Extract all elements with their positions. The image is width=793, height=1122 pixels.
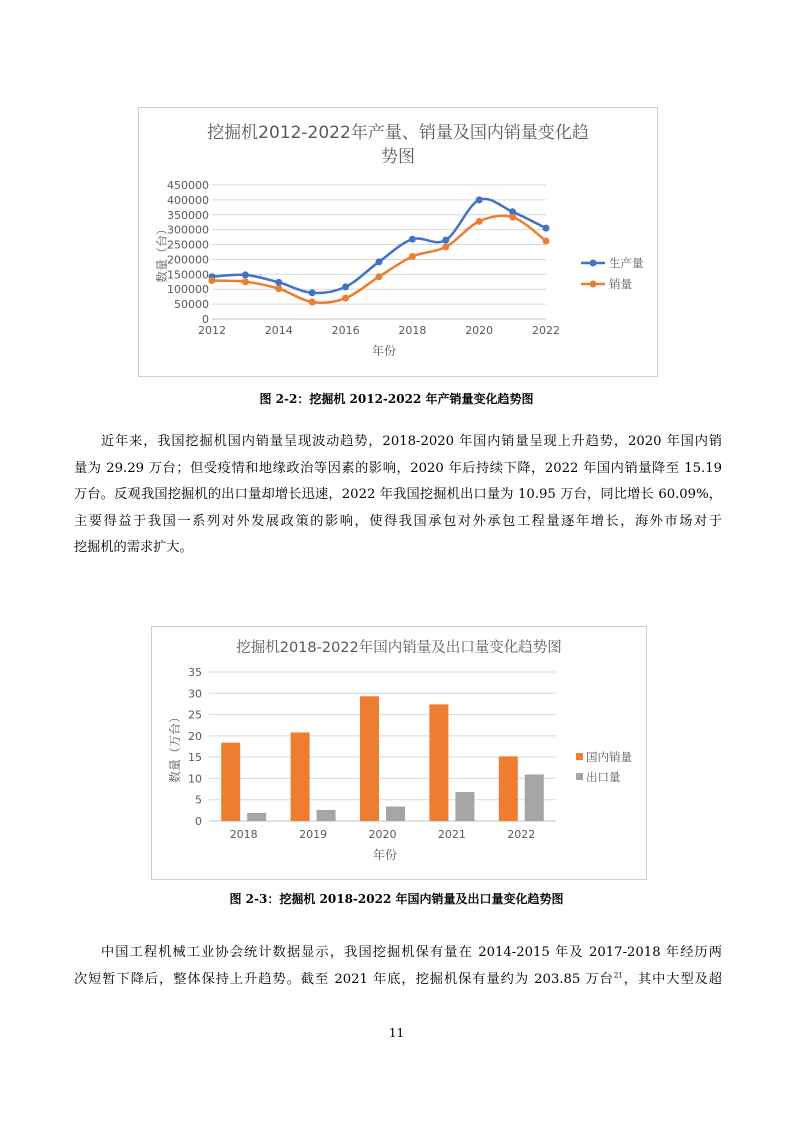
chart2-y-tick-label: 10 [188,772,202,786]
chart1-y-tick-label: 350000 [167,208,209,222]
chart1-data-point [376,258,383,265]
bar-chart-frame [151,626,647,880]
chart1-legend [581,256,644,291]
paragraph2-line [74,967,722,994]
chart1-data-point [442,237,449,244]
legend-label-production: 生产量 [609,256,644,270]
legend-label-sales: 销量 [609,277,632,291]
chart2-x-tick-label: 2019 [299,828,328,841]
legend-label-domestic: 国内销量 [586,750,632,764]
legend-swatch-domestic [576,753,583,760]
paragraph1-line: 近年来，我国挖掘机国内销量呈现波动趋势，2018-2020 年国内销量呈现上升趋势，2020 年国内销 [101,434,722,449]
chart1-y-tick-label: 50000 [174,298,209,312]
legend-label-export: 出口量 [586,770,621,784]
chart2-bar-export [317,810,336,821]
chart1-x-tick-label: 2014 [264,324,293,337]
chart1-x-tick-label: 2016 [331,324,360,337]
chart2-bar-domestic [291,732,310,821]
paragraph-ownership [74,940,722,993]
legend-marker-sales [590,281,597,288]
legend-swatch-export [576,773,583,780]
chart1-data-point [476,218,483,225]
chart2-y-tick-label: 35 [188,666,202,679]
chart1-y-tick-label: 200000 [167,253,209,267]
chart1-x-tick-label: 2012 [198,324,226,337]
chart2-bar-domestic [221,743,240,821]
chart1-data-point [543,237,550,244]
chart2-y-tick-label: 15 [188,751,202,765]
chart2-bar-export [247,813,266,821]
line-chart-frame [138,107,658,377]
chart2-x-axis-label: 年份 [372,848,398,862]
chart1-y-tick-label: 100000 [167,283,209,297]
chart1-title-line1: 挖掘机2012-2022年产量、销量及国内销量变化趋 [207,123,589,143]
paragraph1-line: 量为 29.29 万台；但受疫情和地缘政治等因素的影响，2020 年后持续下降，2022 年国内销量降至 15.19 [74,460,722,476]
chart2-bar-domestic [360,696,379,821]
paragraph1-line: 主要得益于我国一系列对外发展政策的影响，使得我国承包对外承包工程量逐年增长，海外市场对于 [74,513,722,529]
chart2-bar-export [525,774,544,821]
figure-2-2-caption: 图 2-2：挖掘机 2012-2022 年产销量变化趋势图 [259,392,534,406]
chart1-data-point [275,285,282,292]
chart2-bar-domestic [499,756,518,821]
footnote-reference: 21 [613,971,623,980]
chart2-bar-domestic [429,704,448,821]
chart2-bar-export [386,807,405,821]
chart1-data-point [442,243,449,250]
chart2-y-axis-label: 数量（万台） [168,710,182,784]
legend-marker-production [590,260,597,267]
chart1-data-point [342,295,349,302]
page-number: 11 [388,1026,405,1040]
chart1-data-point [409,236,416,243]
chart2-y-tick-label: 20 [188,729,202,743]
chart1-title-line2: 势图 [381,147,415,167]
chart1-y-tick-label: 250000 [167,238,209,252]
chart1-data-point [309,299,316,306]
chart1-y-tick-label: 0 [202,313,209,326]
chart1-data-point [509,214,516,221]
chart2-y-tick-label: 0 [195,815,202,828]
chart2-bar-export [455,792,474,821]
chart1-y-axis-label: 数量（台） [155,222,169,284]
chart1-x-tick-label: 2018 [398,324,427,337]
chart2-x-tick-label: 2021 [437,828,466,841]
paragraph-domestic-sales [74,429,722,562]
chart2-y-tick-label: 30 [188,687,202,701]
chart2-x-tick-label: 2018 [229,828,258,841]
chart1-y-tick-label: 150000 [167,268,209,282]
chart1-data-point [275,279,282,286]
chart2-y-tick-label: 25 [188,708,202,722]
chart2-title: 挖掘机2018-2022年国内销量及出口量变化趋势图 [236,640,562,656]
chart2-x-tick-label: 2020 [368,828,397,841]
chart1-data-point [209,277,216,284]
chart1-x-tick-label: 2020 [465,324,494,337]
chart1-y-tick-label: 450000 [167,179,209,192]
chart2-y-tick-label: 5 [195,793,202,807]
chart1-y-tick-label: 400000 [167,193,209,207]
chart2-x-tick-label: 2022 [507,828,536,841]
chart1-x-tick-label: 2022 [532,324,560,337]
chart1-x-axis-label: 年份 [371,344,397,358]
chart2-legend [576,750,632,784]
production-sales-line-chart [139,108,657,376]
paragraph2-line2-text: 次短暂下降后，整体保持上升趋势。截至 2021 年底，挖掘机保有量约为 203.85 万台 [74,971,614,987]
chart1-data-point [543,225,550,232]
paragraph1-line: 挖掘机的需求扩大。 [74,540,193,555]
paragraph2-line2-tail: ，其中大型及超 [622,971,722,987]
chart1-data-point [242,271,249,278]
chart1-data-point [409,253,416,260]
chart1-data-point [242,278,249,285]
chart1-data-point [309,289,316,296]
paragraph2-line: 中国工程机械工业协会统计数据显示，我国挖掘机保有量在 2014-2015 年及 2017-2018 年经历两 [101,945,722,960]
chart1-y-tick-label: 300000 [167,223,209,237]
paragraph1-line: 万台。反观我国挖掘机的出口量却增长迅速，2022 年我国挖掘机出口量为 10.95 万台，同比增长 60.09%， [74,487,722,502]
chart1-data-point [476,196,483,203]
chart1-data-point [376,273,383,280]
chart1-data-point [342,283,349,290]
domestic-export-bar-chart [152,627,646,879]
figure-2-3-caption: 图 2-3：挖掘机 2018-2022 年国内销量及出口量变化趋势图 [229,892,564,906]
